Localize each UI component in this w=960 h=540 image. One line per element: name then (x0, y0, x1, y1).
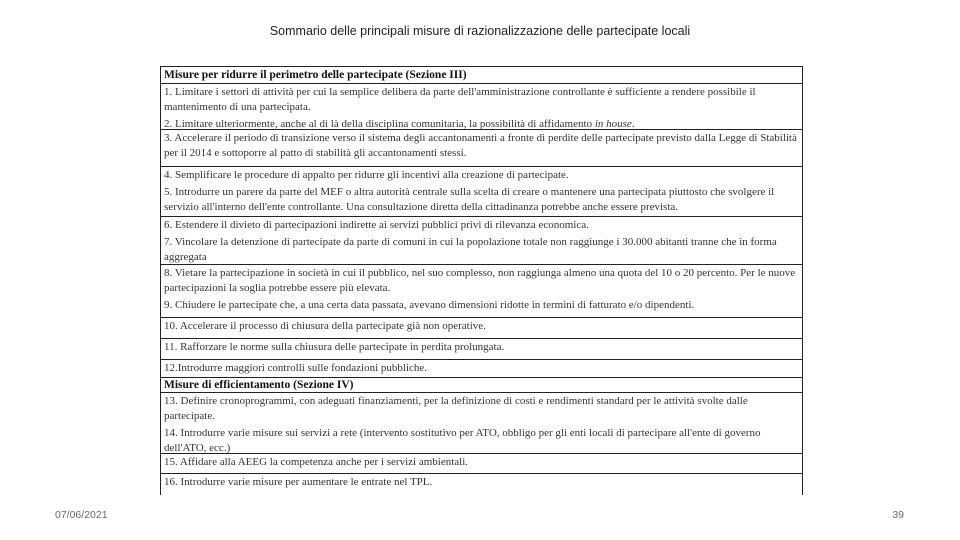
table-row (161, 217, 802, 265)
measure-7: 7. Vincolare la detenzione di partecipate da parte di comuni in cui la popolazione totale non raggiunge i 30.000 abitanti tranne che in forma aggregata (164, 236, 777, 263)
measures-table (160, 66, 803, 495)
section-iv-header: Misure di efficientamento (Sezione IV) (161, 378, 802, 393)
measure-11: 11. Rafforzare le norme sulla chiusura delle partecipate in perdita prolungata. (164, 341, 505, 353)
table-row (161, 339, 802, 360)
measure-13: 13. Definire cronoprogrammi, con adeguati finanziamenti, per la definizione di costi e rendimenti standard per le attività svolte dalle partecipate. (164, 395, 748, 422)
measure-12: 12.Introdurre maggiori controlli sulle fondazioni pubbliche. (164, 362, 428, 374)
table-row (161, 474, 802, 495)
section-iii-header: Misure per ridurre il perimetro delle partecipate (Sezione III) (161, 67, 802, 84)
measure-2-text: 2. Limitare ulteriormente, anche al di là della disciplina comunitaria, la possibilità di affidamento (164, 118, 595, 130)
measure-9: 9. Chiudere le partecipate che, a una certa data passata, avevano dimensioni ridotte in termini di fatturato e/o dipendenti. (164, 299, 695, 311)
table-row (161, 265, 802, 318)
measure-2-end: . (631, 118, 635, 130)
slide-date: 07/06/2021 (55, 509, 108, 521)
measure-14: 14. Introdurre varie misure sui servizi a rete (intervento sostitutivo per ATO, obbligo per gli enti locali di partecipare all'ente di governo dell'ATO, ecc.) (164, 427, 761, 454)
measure-16: 16. Introdurre varie misure per aumentare le entrate nel TPL. (164, 476, 433, 488)
measure-6: 6. Estendere il divieto di partecipazioni indirette ai servizi pubblici privi di rilevanza economica. (164, 219, 589, 231)
measure-1: 1. Limitare i settori di attività per cui la semplice delibera da parte dell'amministrazione controllante è sufficiente a rendere possibile il mantenimento di una partecipata. (164, 86, 756, 113)
measure-5: 5. Introdurre un parere da parte del MEF o altra autorità centrale sulla scelta di creare o mantenere una partecipata piuttosto che svolgere il servizio all'interno dell'ente controllante. Una consultazione diretta della cittadinanza potrebbe anche essere prevista. (164, 186, 775, 213)
measure-10: 10. Accelerare il processo di chiusura della partecipate già non operative. (164, 320, 486, 332)
measure-8: 8. Vietare la partecipazione in società in cui il pubblico, nel suo complesso, non raggiunga almeno una quota del 10 o 20 percento. Per le nuove partecipazioni la soglia potrebbe essere più elevata. (164, 267, 796, 294)
table-row (161, 167, 802, 217)
measure-3: 3. Accelerare il periodo di transizione verso il sistema degli accantonamenti a fronte di perdite delle partecipate previsto dalla Legge di Stabilità per il 2014 e sottoporre al patto di stabilità gli accantonamenti stessi. (164, 132, 797, 159)
measure-4: 4. Semplificare le procedure di appalto per ridurre gli incentivi alla creazione di partecipate. (164, 169, 569, 181)
table-row (161, 393, 802, 454)
measure-2-emphasis: in house (594, 118, 632, 130)
slide-number: 39 (892, 509, 904, 521)
slide-title: Sommario delle principali misure di razionalizzazione delle partecipate locali (269, 24, 691, 38)
table-row (161, 454, 802, 474)
measure-15: 15. Affidare alla AEEG la competenza anche per i servizi ambientali. (164, 456, 469, 468)
table-row (161, 360, 802, 378)
table-row (161, 318, 802, 339)
table-row (161, 84, 802, 130)
table-row (161, 130, 802, 167)
